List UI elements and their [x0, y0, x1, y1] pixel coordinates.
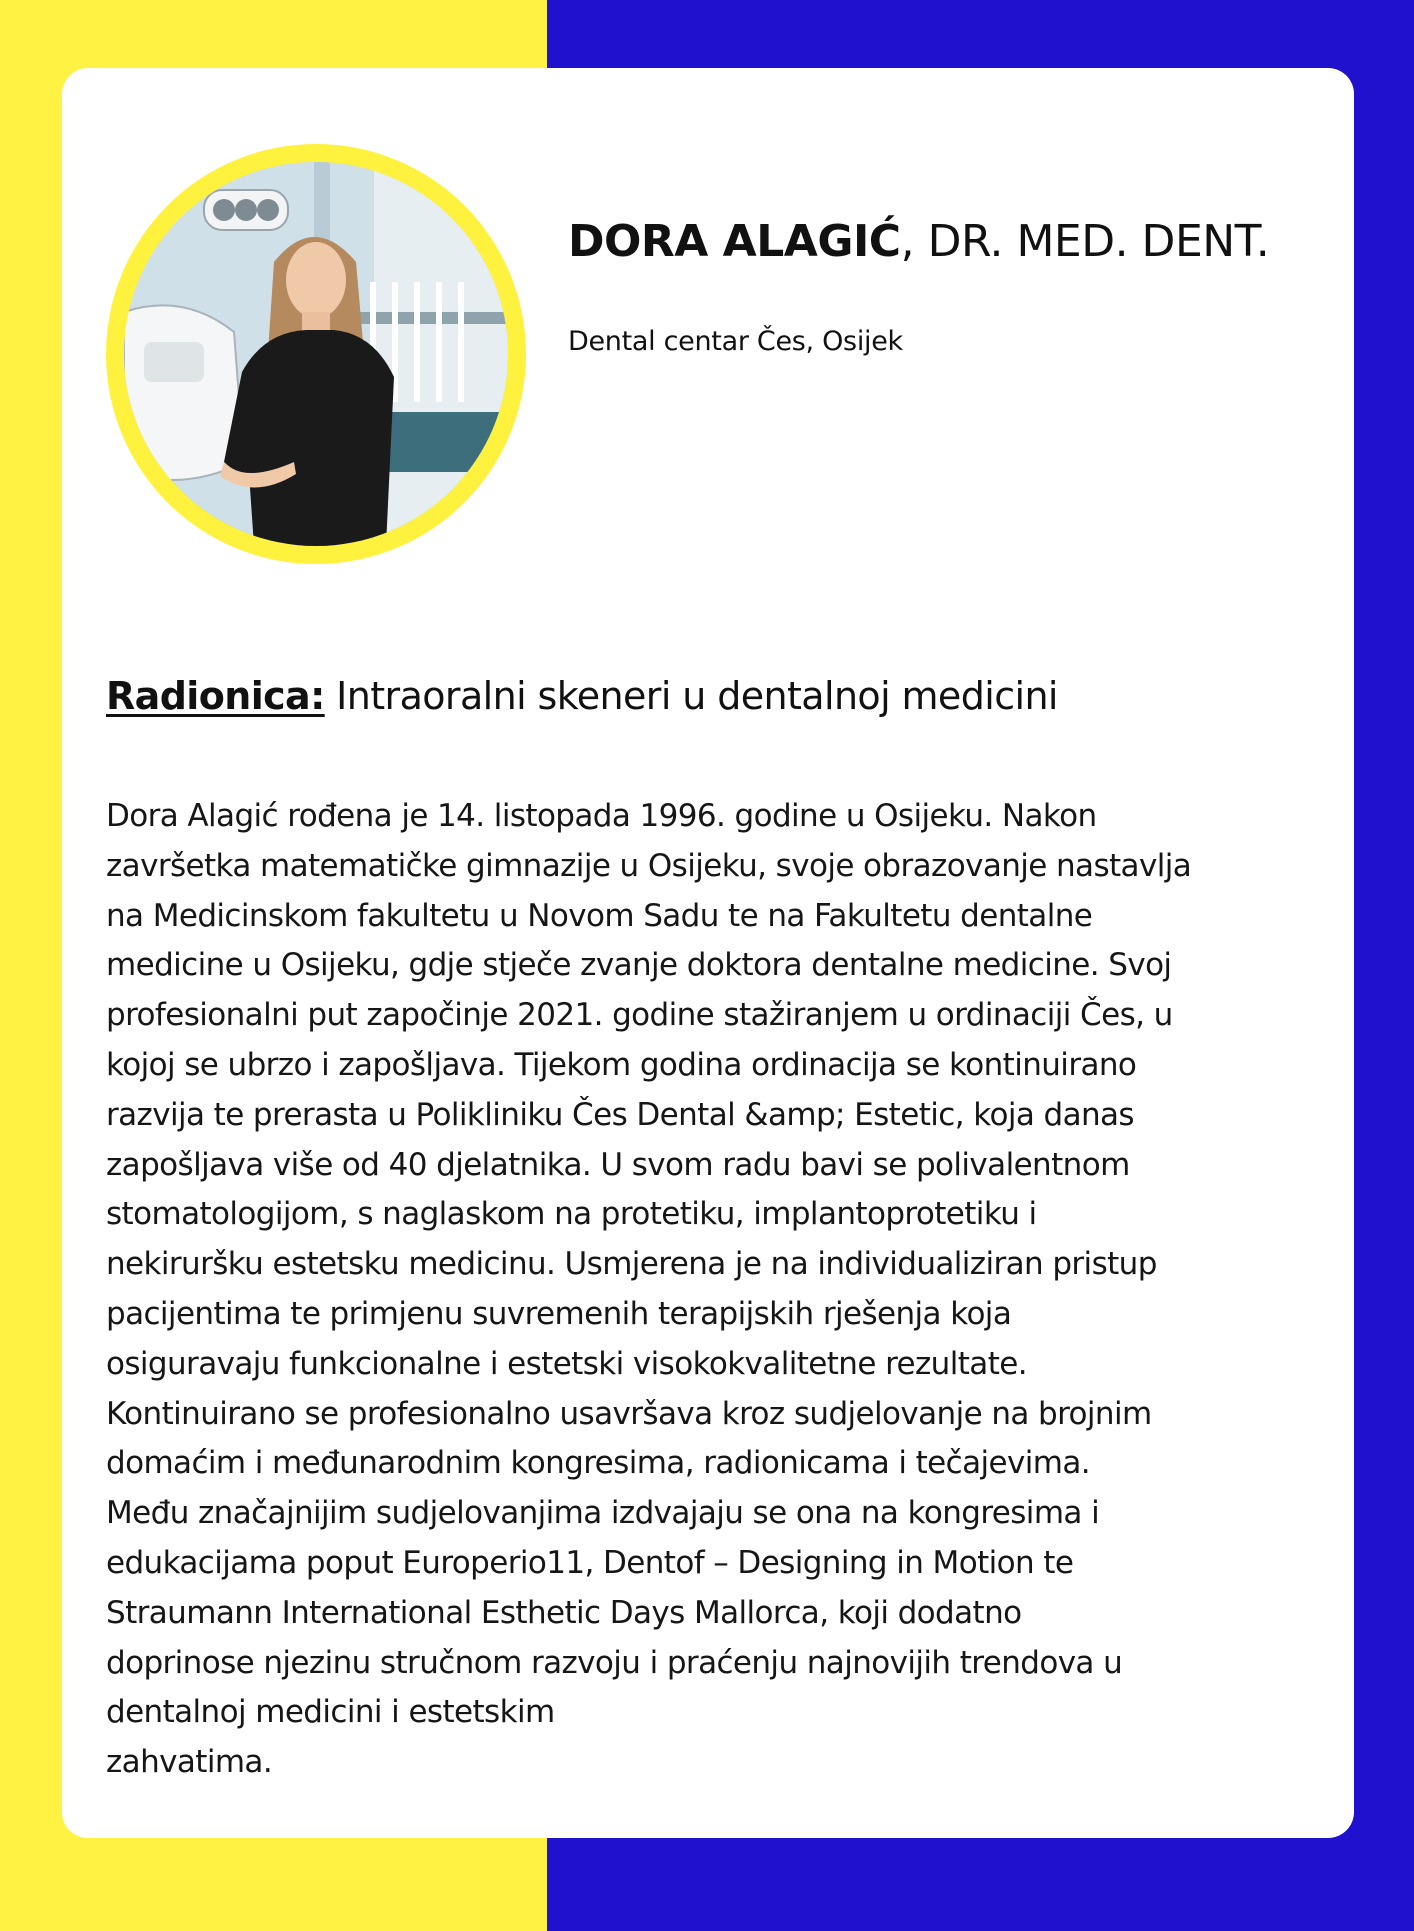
clinic-location: Dental centar Čes, Osijek	[568, 326, 903, 357]
doctor-name-heading	[568, 216, 1269, 267]
bio-line: doprinose njezinu stručnom razvoju i praćenju najnovijih trendova u	[106, 1644, 1123, 1681]
biography-text	[106, 792, 1326, 1788]
portrait-photo	[124, 162, 508, 546]
bio-line: stomatologijom, s naglaskom na protetiku, implantoprotetiku i	[106, 1196, 1037, 1233]
bio-line: zapošljava više od 40 djelatnika. U svom radu bavi se polivalentnom	[106, 1146, 1130, 1183]
bio-line: medicine u Osijeku, gdje stječe zvanje doktora dentalne medicine. Svoj	[106, 947, 1172, 984]
bio-line: nekiruršku estetsku medicinu. Usmjerena je na individualiziran pristup	[106, 1246, 1157, 1283]
bio-line: profesionalni put započinje 2021. godine stažiranjem u ordinaciji Čes, u	[106, 997, 1173, 1034]
bio-line: Među značajnijim sudjelovanjima izdvajaju se ona na kongresima i	[106, 1495, 1100, 1532]
bio-line: zahvatima.	[106, 1744, 273, 1781]
bio-line: završetka matematičke gimnazije u Osijeku, svoje obrazovanje nastavlja	[106, 847, 1192, 884]
bio-line: Straumann International Esthetic Days Mallorca, koji dodatno	[106, 1594, 1022, 1631]
bio-line: edukacijama poput Europerio11, Dentof – Designing in Motion te	[106, 1544, 1074, 1581]
portrait-illustration	[124, 162, 508, 546]
workshop-title: Intraoralni skeneri u dentalnoj medicini	[324, 674, 1058, 718]
photo-frame	[106, 144, 526, 564]
bio-line: osiguravaju funkcionalne i estetski visokokvalitetne rezultate.	[106, 1345, 1027, 1382]
bio-line: razvija te prerasta u Polikliniku Čes Dental &amp; Estetic, koja danas	[106, 1096, 1134, 1133]
workshop-label: Radionica:	[106, 674, 325, 718]
bio-line: domaćim i međunarodnim kongresima, radionicama i tečajevima.	[106, 1445, 1090, 1482]
bio-line: kojoj se ubrzo i zapošljava. Tijekom godina ordinacija se kontinuirano	[106, 1046, 1137, 1083]
bio-line: Dora Alagić rođena je 14. listopada 1996. godine u Osijeku. Nakon	[106, 798, 1097, 834]
bio-line: dentalnoj medicini i estetskim	[106, 1694, 555, 1731]
bio-line: Kontinuirano se profesionalno usavršava kroz sudjelovanje na brojnim	[106, 1395, 1152, 1432]
profile-card	[62, 68, 1354, 1838]
workshop-heading	[106, 674, 1058, 718]
bio-line: pacijentima te primjenu suvremenih terapijskih rješenja koja	[106, 1295, 1012, 1332]
doctor-name: DORA ALAGIĆ	[568, 216, 901, 267]
doctor-title: , DR. MED. DENT.	[900, 216, 1270, 267]
bio-line: na Medicinskom fakultetu u Novom Sadu te na Fakultetu dentalne	[106, 897, 1093, 934]
